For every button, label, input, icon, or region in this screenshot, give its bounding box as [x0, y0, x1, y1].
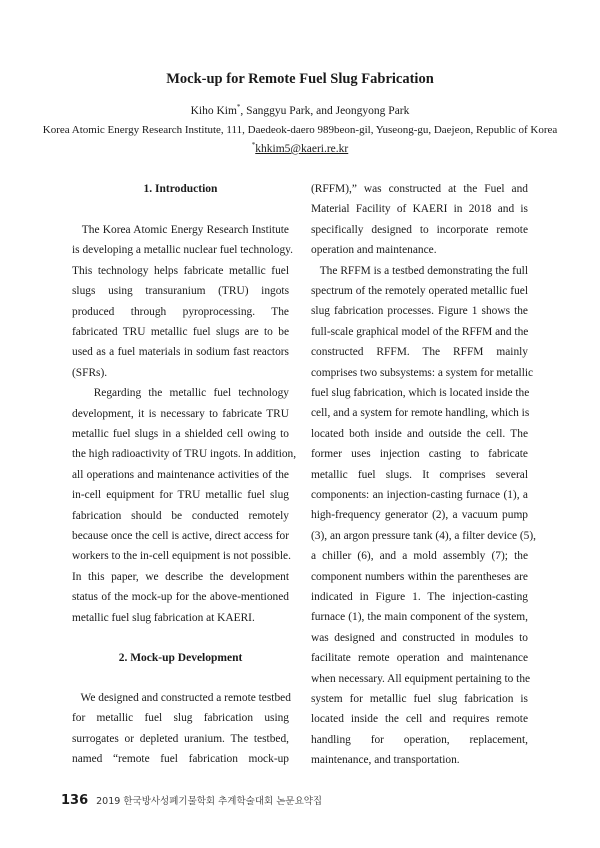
- text-line: development, it is necessary to fabricate TRU: [72, 407, 289, 420]
- text-line: located inside the cell and requires remote: [311, 713, 528, 726]
- text-line: when necessary. All equipment pertaining to the: [311, 672, 531, 685]
- text-line: facilitate remote operation and maintenance: [311, 652, 528, 665]
- text-line: was designed and constructed in modules to: [311, 631, 528, 644]
- text-line: located both inside and outside the cell. The: [311, 427, 528, 440]
- text-line: In this paper, we describe the development: [72, 570, 289, 583]
- text-line: fuel slug fabrication, which is located inside the: [311, 387, 530, 399]
- author-first: Kiho Kim: [190, 105, 237, 117]
- text-line: furnace (1), the main component of the system,: [311, 611, 528, 624]
- text-line: Material Facility of KAERI in 2018 and is: [311, 203, 528, 216]
- text-line: handling for operation, replacement,: [311, 733, 528, 746]
- text-line: metallic fuel slug fabrication at KAERI.: [72, 611, 255, 624]
- page-number: 136: [61, 793, 89, 808]
- email-link[interactable]: khkim5@kaeri.re.kr: [255, 143, 349, 155]
- text-line: because once the cell is active, direct access for: [72, 530, 289, 542]
- text-line: maintenance, and transportation.: [311, 754, 460, 767]
- text-line: (SFRs).: [72, 366, 108, 379]
- text-line: This technology helps fabricate metallic fuel: [72, 264, 289, 277]
- author-rest: , Sanggyu Park, and Jeongyong Park: [240, 105, 410, 117]
- text-line: all operations and maintenance activities of the: [72, 468, 289, 481]
- text-line: metallic fuel slugs in a shielded cell owing to: [72, 428, 289, 440]
- text-line: slug fabrication processes. Figure 1 shows the: [311, 305, 528, 318]
- text-line: used as a fuel materials in sodium fast reactors: [72, 346, 289, 359]
- text-line: We designed and constructed a remote testbed: [72, 692, 291, 704]
- paper-title: Mock-up for Remote Fuel Slug Fabrication: [166, 71, 434, 87]
- text-line: comprises two subsystems: a system for metallic: [311, 366, 534, 379]
- text-line: high-frequency generator (2), a vacuum pump: [311, 509, 528, 522]
- text-line: system for metallic fuel slug fabrication is: [311, 693, 528, 705]
- conference-name: 2019 한국방사성폐기물학회 추계학술대회 논문요약집: [96, 796, 323, 807]
- text-line: in-cell equipment for TRU metallic fuel slug: [72, 489, 289, 502]
- text-line: surrogates or depleted uranium. The testbed,: [72, 732, 289, 745]
- text-line: Regarding the metallic fuel technology: [72, 387, 289, 400]
- text-line: metallic fuel slugs. It comprises several: [311, 468, 528, 481]
- text-line: The Korea Atomic Energy Research Institute: [72, 224, 289, 236]
- text-line: fabricated TRU metallic fuel slugs are to be: [72, 326, 289, 338]
- text-line: slugs using transuranium (TRU) ingots: [72, 285, 289, 298]
- affiliation: Korea Atomic Energy Research Institute, 111, Daedeok-daero 989beon-gil, Yuseong-gu, Daejeon, Republic of Korea: [42, 124, 558, 136]
- text-line: full-scale graphical model of the RFFM and the: [311, 325, 529, 338]
- text-line: produced through pyroprocessing. The: [72, 305, 289, 318]
- text-line: operation and maintenance.: [311, 244, 437, 257]
- text-line: indicated in Figure 1. The injection-casting: [311, 591, 528, 603]
- text-line: a chiller (6), and a mold assembly (7); the: [311, 550, 528, 563]
- text-line: component numbers within the parentheses are: [311, 570, 528, 583]
- text-line: the high radioactivity of TRU ingots. In addition,: [72, 448, 297, 461]
- text-line: (RFFM),” was constructed at the Fuel and: [311, 183, 528, 195]
- text-line: spectrum of the remotely operated metallic fuel: [311, 285, 528, 297]
- text-line: status of the mock-up for the above-mentioned: [72, 591, 289, 604]
- email-mark: *: [251, 141, 256, 150]
- text-line: (3), an argon pressure tank (4), a filter device (5),: [311, 529, 536, 542]
- corresponding-mark: *: [236, 103, 241, 112]
- text-line: workers to the in-cell equipment is not possible.: [72, 550, 291, 563]
- author-list: [0, 105, 600, 117]
- page-footer: [61, 793, 322, 813]
- text-line: specifically designed to incorporate remote: [311, 223, 528, 236]
- text-line: The RFFM is a testbed demonstrating the full: [311, 264, 528, 277]
- heading-mockup-development: 2. Mock-up Development: [118, 652, 243, 664]
- text-line: fabrication should be conducted remotely: [72, 509, 289, 522]
- text-line: is developing a metallic nuclear fuel technology.: [72, 244, 293, 257]
- text-line: former uses injection casting to fabricate: [311, 448, 528, 461]
- text-line: components: an injection-casting furnace (1), a: [311, 489, 528, 501]
- text-line: for metallic fuel slug fabrication using: [72, 712, 289, 725]
- heading-introduction: 1. Introduction: [143, 183, 218, 195]
- text-line: cell, and a system for remote handling, which is: [311, 407, 530, 420]
- text-line: constructed RFFM. The RFFM mainly: [311, 346, 528, 359]
- text-line: named “remote fuel fabrication mock-up: [72, 753, 289, 766]
- email-line: [0, 143, 600, 155]
